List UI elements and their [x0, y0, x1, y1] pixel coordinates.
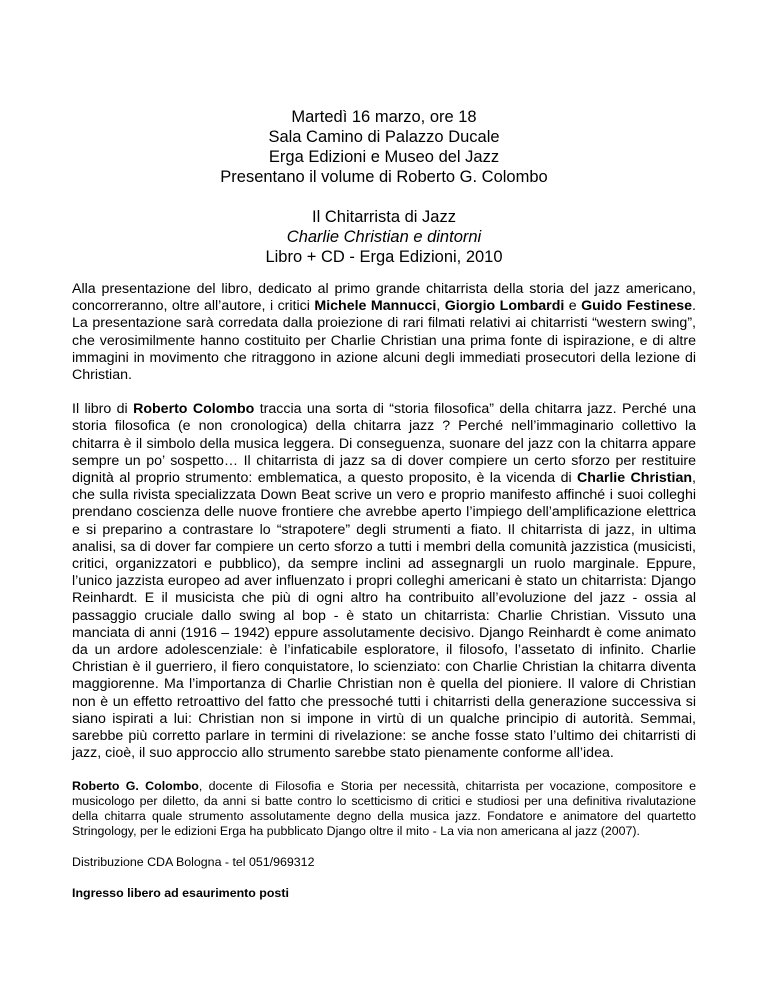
book-title: Il Chitarrista di Jazz — [312, 208, 456, 226]
bio-author-name: Roberto G. Colombo — [72, 779, 199, 794]
bio-text: , docente di Filosofia e Storia per necessità, chitarrista per vocazione, compositore e musicologo per diletto, da anni si batte contro lo scetticismo di critici e studiosi per una definitiva rivalutazione della chitarra quale strumento assolutamente degno della musica jazz. Fondatore e animatore del quartetto Stringology, per le edizioni Erga ha pubblicato Django oltre il mito - La via non americana al jazz (2007). — [72, 779, 696, 839]
intro-text: Alla presentazione del libro, dedicato al primo grande chitarrista della storia del jazz americano, concorreranno, oltre all’autore, i critici — [72, 281, 696, 315]
book-subtitle: Charlie Christian e dintorni — [286, 228, 482, 246]
book-edition: Libro + CD - Erga Edizioni, 2010 — [265, 248, 503, 266]
author-name: Roberto Colombo — [133, 401, 255, 418]
intro-text: , — [436, 298, 445, 315]
critic-name: Michele Mannucci — [314, 298, 437, 315]
distribution-info: Distribuzione CDA Bologna - tel 051/969312 — [72, 855, 315, 870]
event-organizers: Erga Edizioni e Museo del Jazz — [268, 148, 500, 166]
critic-name: Guido Festinese — [581, 298, 693, 315]
body-text: traccia una sorta di “storia filosofica” della chitarra jazz. Perché una storia filosofica (e non cronologica) della chitarra jazz ? Perché nell’immaginario collettivo la chitarra è il simbolo della musica leggera. Di conseguenza, suonare del jazz con la chitarra appare sempre un po’ sospetto… Il chitarrista di jazz sa di dover compiere un certo sforzo per restituire dignità al proprio strumento: emblematica, a questo proposito, è la vicenda di — [72, 401, 696, 487]
event-header — [72, 107, 696, 267]
entry-info: Ingresso libero ad esaurimento posti — [72, 886, 289, 901]
body-paragraph — [72, 401, 696, 762]
event-venue: Sala Camino di Palazzo Ducale — [268, 128, 500, 146]
body-text: Il libro di — [72, 401, 134, 418]
intro-text: . La presentazione sarà corredata dalla proiezione di rari filmati relativi ai chitarristi “western swing”, che verosimilmente hanno costituito per Charlie Christian una prima fonte di ispirazione, e di altre immagini in movimento che ritraggono in azione alcuni degli immediati prosecutori della lezione di Christian. — [72, 298, 696, 384]
event-date: Martedì 16 marzo, ore 18 — [291, 108, 477, 126]
intro-paragraph — [72, 281, 696, 384]
body-text: , che sulla rivista specializzata Down Beat scrive un vero e proprio manifesto affinché i suoi colleghi prendano coscienza delle nuove frontiere che avrebbe aperto l’impiego dell’amplificazione elettrica e si preparino a contrastare lo “strapotere” degli strumenti a fiato. Il chitarrista di jazz, in ultima analisi, sa di dover far compiere un certo sforzo a tutti i membri della comunità jazzistica (musicisti, critici, organizzatori e pubblico), da sempre inclini ad assegnargli un ruolo marginale. Eppure, l’unico jazzista europeo ad aver influenzato i propri colleghi americani è stato un chitarrista: Django Reinhardt. E il musicista che più di ogni altro ha contribuito all’evoluzione del jazz - ossia al passaggio cruciale dallo swing al bop - è stato un chitarrista: Charlie Christian. Vissuto una manciata di anni (1916 – 1942) eppure assolutamente decisivo. Django Reinhardt è come animato da un ardore adolescenziale: è l’infaticabile esploratore, il filosofo, l’assetato di infinito. Charlie Christian è il guerriero, il fiero conquistatore, lo scienziato: con Charlie Christian la chitarra diventa maggiorenne. Ma l’importanza di Charlie Christian non è quella del pioniere. Il valore di Christian non è un effetto retroattivo del fatto che pressoché tutti i chitarristi della generazione successiva si siano ispirati a lui: Christian non si impone in virtù di un qualche principio di autorità. Semmai, sarebbe più corretto parlare in termini di rivelazione: se anche fosse stato l’ultimo dei chitarristi di jazz, cioè, il suo approccio allo strumento sarebbe stato pienamente conforme all’idea. — [72, 470, 696, 762]
header-spacer — [72, 187, 696, 207]
intro-text: e — [564, 298, 582, 315]
author-bio — [72, 779, 696, 839]
critic-name: Giorgio Lombardi — [444, 298, 565, 315]
event-presentation: Presentano il volume di Roberto G. Colombo — [220, 168, 548, 186]
document-page — [72, 107, 696, 914]
musician-name: Charlie Christian — [577, 470, 693, 487]
